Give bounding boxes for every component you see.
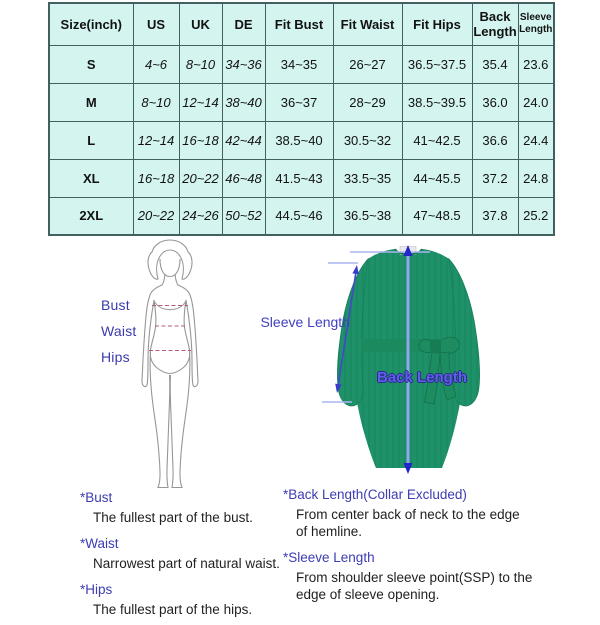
cell-size: M [49,83,133,121]
table-row-l [49,121,554,159]
cell-back-length: 37.2 [472,159,518,197]
dress-illustration [300,240,520,480]
back-length-arrowhead-bottom [404,463,413,474]
cell-back-length: 36.0 [472,83,518,121]
cell-bust: 44.5~46 [265,197,333,235]
header-size: Size(inch) [49,3,133,45]
cell-size: L [49,121,133,159]
sleeve-length-arrowhead-top [352,265,358,274]
definition-desc: The fullest part of the hips. [93,602,253,617]
cell-waist: 30.5~32 [333,121,402,159]
table-header-row [49,3,554,45]
header-fit-hips: Fit Hips [402,3,472,45]
definition-desc-line: From center back of neck to the edge [296,507,520,522]
cell-hips: 44~45.5 [402,159,472,197]
table-row-xl [49,159,554,197]
cell-de: 34~36 [222,45,265,83]
header-de: DE [222,3,265,45]
table-row-2xl [49,197,554,235]
header-fit-waist: Fit Waist [333,3,402,45]
definition-desc-line: edge of sleeve opening. [296,587,440,602]
header-back-length: Back Length [472,3,518,45]
definition-desc-line: From shoulder sleeve point(SSP) to the [296,570,533,585]
cell-us: 4~6 [133,45,179,83]
cell-sleeve-length: 24.8 [518,159,554,197]
cell-size: XL [49,159,133,197]
definition-back-length [283,486,538,540]
cell-hips: 41~42.5 [402,121,472,159]
definitions-left [80,489,295,625]
cell-de: 42~44 [222,121,265,159]
body-figure-illustration [118,238,218,493]
cell-uk: 12~14 [179,83,222,121]
cell-waist: 33.5~35 [333,159,402,197]
cell-waist: 26~27 [333,45,402,83]
table-row-m [49,83,554,121]
definition-desc: Narrowest part of natural waist. [93,556,280,571]
cell-us: 16~18 [133,159,179,197]
cell-bust: 34~35 [265,45,333,83]
definition-desc: The fullest part of the bust. [93,510,253,525]
waist-label: Waist [101,323,137,339]
cell-size: S [49,45,133,83]
size-table [48,2,555,236]
hips-label: Hips [101,349,130,365]
definition-term: *Back Length(Collar Excluded) [283,487,467,502]
cell-us: 8~10 [133,83,179,121]
cell-bust: 38.5~40 [265,121,333,159]
definition-bust [80,489,295,526]
figure-face [160,259,180,277]
definition-term: *Sleeve Length [283,550,375,565]
cell-waist: 28~29 [333,83,402,121]
definition-sleeve-length [283,549,538,603]
definition-term: *Waist [80,536,119,551]
cell-hips: 36.5~37.5 [402,45,472,83]
cell-hips: 47~48.5 [402,197,472,235]
header-uk: UK [179,3,222,45]
cell-de: 38~40 [222,83,265,121]
back-length-label: Back Length [376,369,467,386]
definition-term: *Hips [80,582,113,597]
cell-uk: 16~18 [179,121,222,159]
definition-waist [80,535,295,572]
definition-desc-line: of hemline. [296,524,363,539]
sleeve-length-label: Sleeve Length [260,314,350,330]
header-us: US [133,3,179,45]
cell-uk: 24~26 [179,197,222,235]
cell-de: 50~52 [222,197,265,235]
cell-us: 12~14 [133,121,179,159]
cell-uk: 8~10 [179,45,222,83]
cell-uk: 20~22 [179,159,222,197]
header-fit-bust: Fit Bust [265,3,333,45]
cell-size: 2XL [49,197,133,235]
cell-us: 20~22 [133,197,179,235]
definition-term: *Bust [80,490,113,505]
table-row-s [49,45,554,83]
cell-back-length: 35.4 [472,45,518,83]
cell-hips: 38.5~39.5 [402,83,472,121]
cell-sleeve-length: 24.0 [518,83,554,121]
cell-de: 46~48 [222,159,265,197]
bow-knot [430,340,441,354]
cell-sleeve-length: 23.6 [518,45,554,83]
cell-sleeve-length: 25.2 [518,197,554,235]
cell-bust: 36~37 [265,83,333,121]
bust-label: Bust [101,297,130,313]
cell-bust: 41.5~43 [265,159,333,197]
definitions-right [283,486,538,610]
cell-sleeve-length: 24.4 [518,121,554,159]
cell-back-length: 37.8 [472,197,518,235]
header-sleeve-length: Sleeve Length [518,3,554,45]
cell-back-length: 36.6 [472,121,518,159]
cell-waist: 36.5~38 [333,197,402,235]
